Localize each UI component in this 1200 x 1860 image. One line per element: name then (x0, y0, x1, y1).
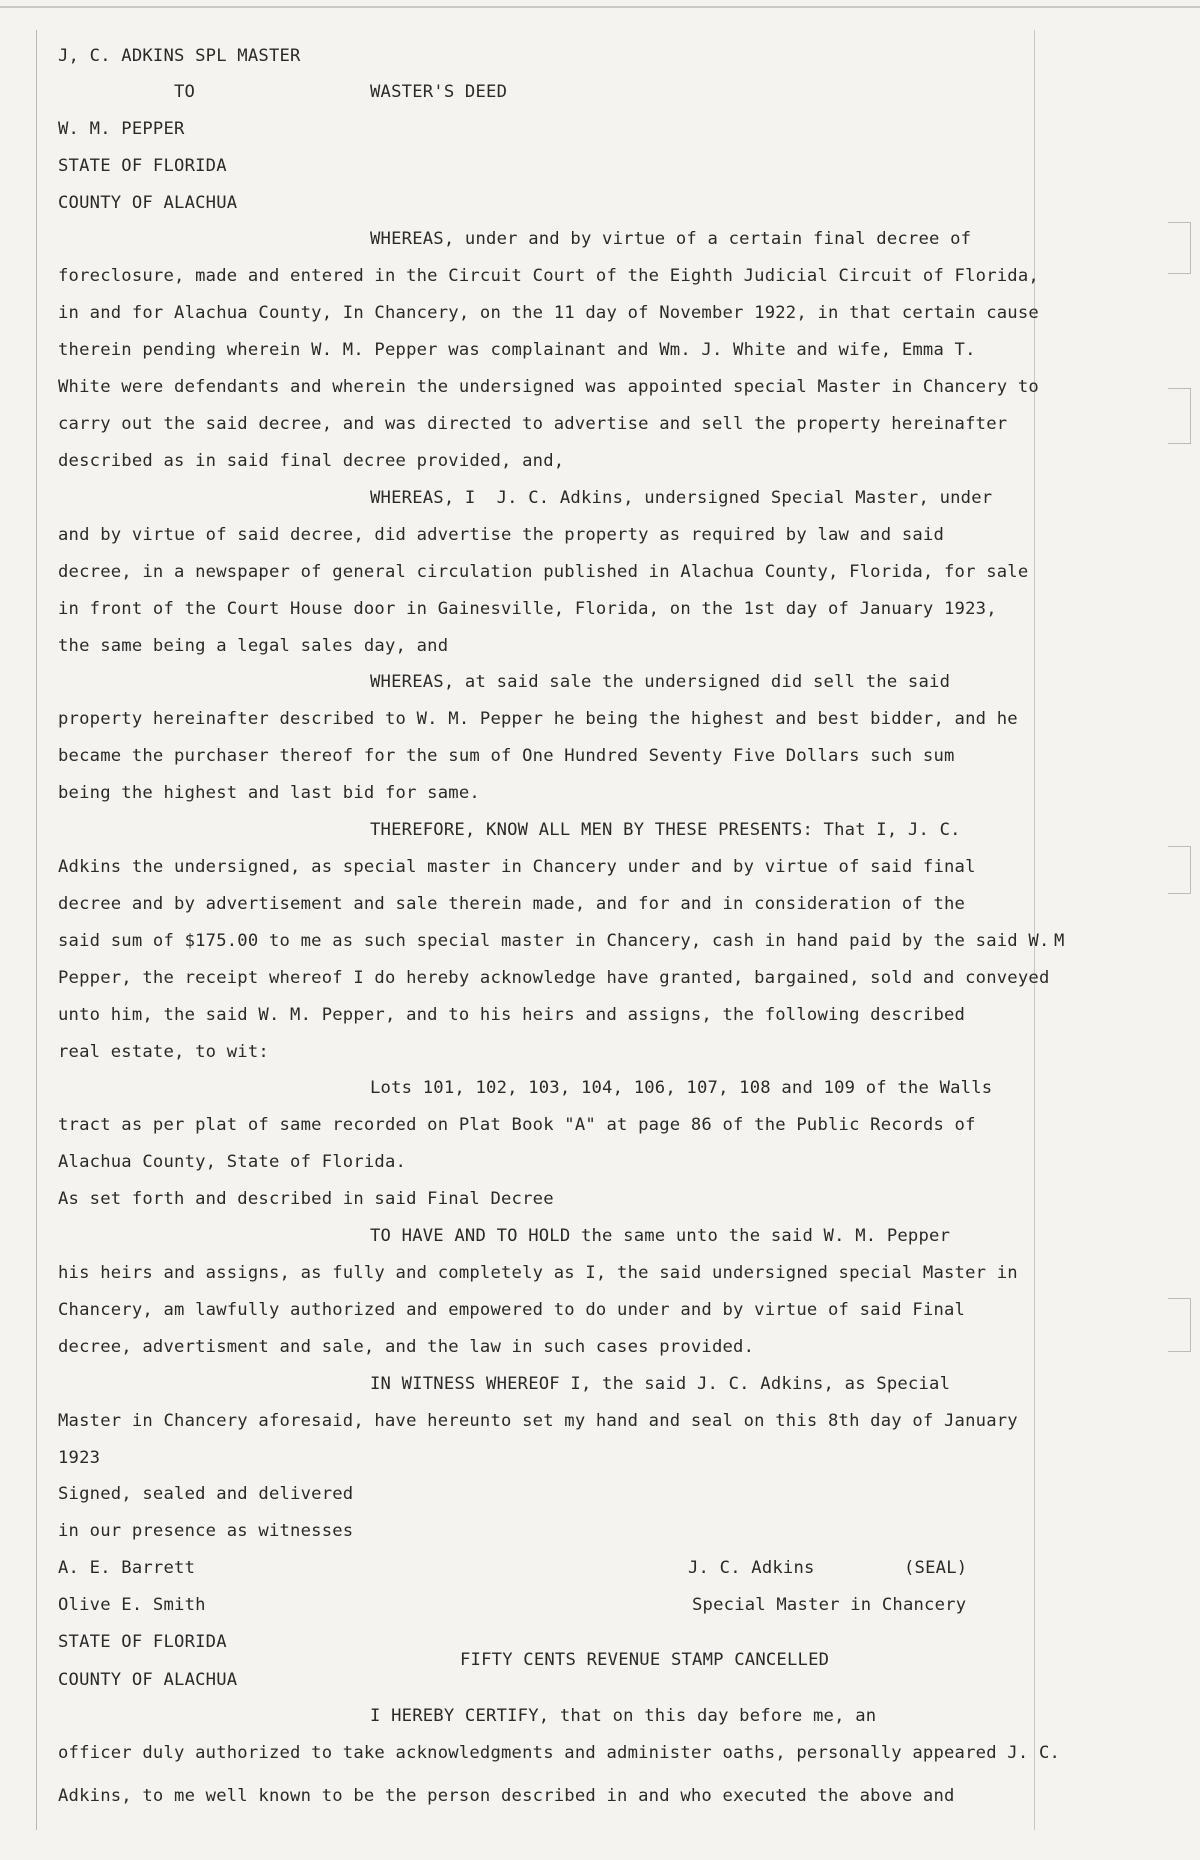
body-line: IN WITNESS WHEREOF I, the said J. C. Adkins, as Special (370, 1374, 951, 1394)
revenue-stamp-note: FIFTY CENTS REVENUE STAMP CANCELLED (460, 1650, 830, 1670)
body-line: said sum of $175.00 to me as such special master in Chancery, cash in hand paid by the said W. (58, 931, 1050, 951)
body-line: became the purchaser thereof for the sum of One Hundred Seventy Five Dollars such sum (58, 746, 955, 766)
body-line: Master in Chancery aforesaid, have hereunto set my hand and seal on this 8th day of January (58, 1411, 1018, 1431)
body-line: being the highest and last bid for same. (58, 783, 480, 803)
deed-title: WASTER'S DEED (370, 82, 508, 102)
body-line: WHEREAS, at said sale the undersigned did sell the said (370, 672, 951, 692)
ack-line: I HEREBY CERTIFY, that on this day before me, an (370, 1706, 877, 1726)
body-line: decree, in a newspaper of general circulation published in Alachua County, Florida, for sale (58, 562, 1029, 582)
county-line: COUNTY OF ALACHUA (58, 193, 238, 213)
body-line: Pepper, the receipt whereof I do hereby acknowledge have granted, bargained, sold and conveyed (58, 968, 1050, 988)
body-line: the same being a legal sales day, and (58, 636, 449, 656)
body-line: real estate, to wit: (58, 1042, 269, 1062)
body-line: his heirs and assigns, as fully and completely as I, the said undersigned special Master in (58, 1263, 1018, 1283)
body-line: therein pending wherein W. M. Pepper was complainant and Wm. J. White and wife, Emma T. (58, 340, 976, 360)
body-line: Lots 101, 102, 103, 104, 106, 107, 108 and 109 of the Walls (370, 1078, 993, 1098)
body-line: carry out the said decree, and was directed to advertise and sell the property hereinafter (58, 414, 1008, 434)
body-line: described as in said final decree provided, and, (58, 451, 565, 471)
witness-1: A. E. Barrett (58, 1558, 196, 1578)
body-line: tract as per plat of same recorded on Plat Book "A" at page 86 of the Public Records of (58, 1115, 976, 1135)
witness-2: Olive E. Smith (58, 1595, 206, 1615)
signer-title: Special Master in Chancery (692, 1595, 967, 1615)
body-line: 1923 (58, 1448, 101, 1468)
body-line: foreclosure, made and entered in the Circuit Court of the Eighth Judicial Circuit of Florida, (58, 266, 1039, 286)
body-line: WHEREAS, I J. C. Adkins, undersigned Special Master, under (370, 488, 993, 508)
ack-line: officer duly authorized to take acknowledgments and administer oaths, personally appeared J. C. (58, 1743, 1061, 1763)
to-line: TO (174, 82, 196, 102)
body-line: Chancery, am lawfully authorized and empowered to do under and by virtue of said Final (58, 1300, 966, 1320)
body-line: in our presence as witnesses (58, 1521, 354, 1541)
body-line: in and for Alachua County, In Chancery, on the 11 day of November 1922, in that certain cause (58, 303, 1039, 323)
signer-name: J. C. Adkins (688, 1558, 815, 1578)
ack-county-line: COUNTY OF ALACHUA (58, 1670, 238, 1690)
body-line: WHEREAS, under and by virtue of a certain final decree of (370, 229, 972, 249)
body-line: As set forth and described in said Final Decree (58, 1189, 554, 1209)
body-line: White were defendants and wherein the undersigned was appointed special Master in Chancery to (58, 377, 1039, 397)
body-line: Alachua County, State of Florida. (58, 1152, 407, 1172)
grantee-line: W. M. PEPPER (58, 119, 185, 139)
ack-state-line: STATE OF FLORIDA (58, 1632, 227, 1652)
body-line: unto him, the said W. M. Pepper, and to his heirs and assigns, the following described (58, 1005, 966, 1025)
margin-letter-m: M (1054, 931, 1065, 951)
body-line: and by virtue of said decree, did advertise the property as required by law and said (58, 525, 945, 545)
body-line: Signed, sealed and delivered (58, 1484, 354, 1504)
seal-mark: (SEAL) (904, 1558, 968, 1578)
body-line: THEREFORE, KNOW ALL MEN BY THESE PRESENTS: That I, J. C. (370, 820, 961, 840)
body-line: property hereinafter described to W. M. Pepper he being the highest and best bidder, and he (58, 709, 1018, 729)
body-line: TO HAVE AND TO HOLD the same unto the said W. M. Pepper (370, 1226, 951, 1246)
body-line: decree, advertisment and sale, and the law in such cases provided. (58, 1337, 755, 1357)
state-line: STATE OF FLORIDA (58, 156, 227, 176)
body-line: in front of the Court House door in Gainesville, Florida, on the 1st day of January 1923, (58, 599, 997, 619)
grantor-line: J, C. ADKINS SPL MASTER (58, 46, 301, 66)
body-line: Adkins the undersigned, as special master in Chancery under and by virtue of said final (58, 857, 976, 877)
ack-line: Adkins, to me well known to be the person described in and who executed the above and (58, 1786, 955, 1806)
body-line: decree and by advertisement and sale therein made, and for and in consideration of the (58, 894, 966, 914)
